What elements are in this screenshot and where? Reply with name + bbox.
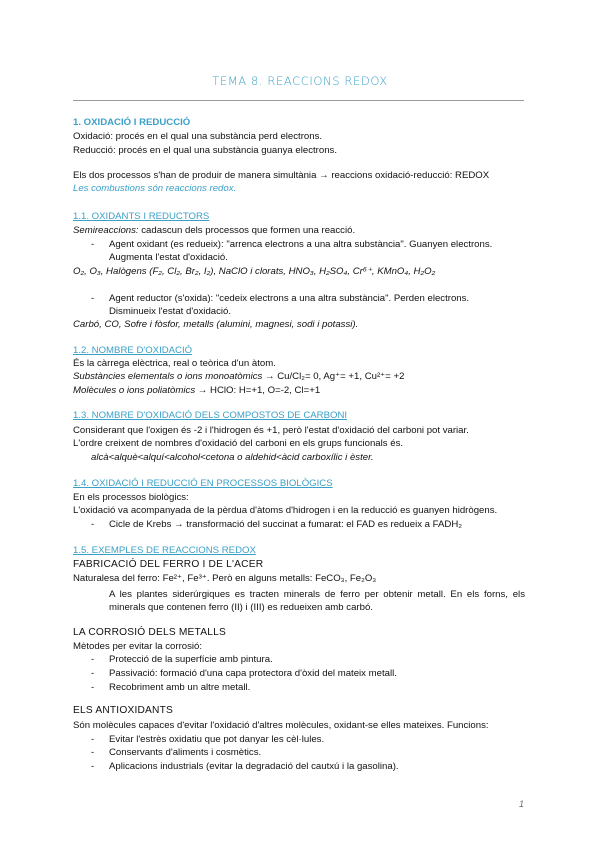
polyatomic-values: → HClO: H=+1, O=-2, Cl=+1 <box>195 385 321 396</box>
carbon-oxidation-line1: Considerant que l'oxigen és -2 i l'hidrogen és +1, però l'estat d'oxidació del carboni pot variar. <box>73 425 469 436</box>
redox-definition: Els dos processos s'han de produir de manera simultània → reaccions oxidació-reducció: REDOX <box>73 170 490 181</box>
corrosion-item: Protecció de la superfície amb pintura. <box>109 654 273 665</box>
bullet-dash: - <box>91 519 95 530</box>
reductors-list: Carbó, CO, Sofre i fòsfor, metalls (alumini, magnesi, sodi i potassi). <box>73 319 359 330</box>
functional-groups-order: alcà<alquè<alquí<alcohol<cetona o aldehid<àcid carboxílic i èster. <box>91 452 374 463</box>
section-1-2-heading: 1.2. NOMBRE D'OXIDACIÓ <box>73 345 193 356</box>
antioxidants-title: ELS ANTIOXIDANTS <box>73 705 174 716</box>
antioxidant-item: Evitar l'estrès oxidatiu que pot danyar les cèl·lules. <box>109 734 325 745</box>
semireactions-text: cadascun dels processos que formen una reacció. <box>138 225 356 236</box>
bullet-dash: - <box>91 239 95 250</box>
oxidant-agent-line1: Agent oxidant (es redueix): "arrenca electrons a una altra substància". Guanyen electrons. <box>109 239 493 250</box>
oxidation-definition: Oxidació: procés en el qual una substància perd electrons. <box>73 131 323 142</box>
section-1-5-heading: 1.5. EXEMPLES DE REACCIONS REDOX <box>73 545 256 556</box>
reducing-agent-line2: Disminueix l'estat d'oxidació. <box>109 306 232 317</box>
antioxidant-item: Aplicacions industrials (evitar la degradació del cautxú i la gasolina). <box>109 761 399 772</box>
corrosion-item: Recobriment amb un altre metall. <box>109 682 251 693</box>
bullet-dash: - <box>91 747 95 758</box>
biological-processes-intro: En els processos biològics: <box>73 492 189 503</box>
polyatomic-label: Molècules o ions poliatòmics <box>73 385 196 396</box>
bullet-dash: - <box>91 293 95 304</box>
reducing-agent-line1: Agent reductor (s'oxida): "cedeix electrons a una altra substància". Perden electrons. <box>109 293 470 304</box>
semireactions-line <box>73 226 355 236</box>
oxidants-list: O₂, O₃, Halògens (F₂, Cl₂, Br₂, I₂), NaClO i clorats, HNO₃, H₂SO₄, Cr⁶⁺, KMnO₄, H₂O₂ <box>73 266 436 277</box>
semireactions-label: Semireaccions: <box>73 225 139 236</box>
title-divider <box>73 100 524 101</box>
antioxidants-intro: Són molècules capaces d'evitar l'oxidació d'altres molècules, oxidant-se elles mateixes. Funcions: <box>73 720 489 731</box>
iron-nature-line: Naturalesa del ferro: Fe²⁺, Fe³⁺. Però en alguns metalls: FeCO₃, Fe₂O₃ <box>73 573 377 584</box>
elemental-substances-values: → Cu/Cl₂= 0, Ag⁺= +1, Cu²⁺= +2 <box>262 371 405 382</box>
corrosion-title: LA CORROSIÓ DELS METALLS <box>73 627 226 638</box>
document-title: TEMA 8. REACCIONS REDOX <box>212 74 388 88</box>
carbon-oxidation-line2: L'ordre creixent de nombres d'oxidació del carboni en els grups funcionals és. <box>73 438 404 449</box>
section-1-heading: 1. OXIDACIÓ I REDUCCIÓ <box>73 117 191 128</box>
elemental-substances-label: Substàncies elementals o ions monoatòmics <box>73 371 263 382</box>
bullet-dash: - <box>91 734 95 745</box>
bullet-dash: - <box>91 682 95 693</box>
reduction-definition: Reducció: procés en el qual una substància guanya electrons. <box>73 145 337 156</box>
corrosion-intro: Mètodes per evitar la corrosió: <box>73 641 203 652</box>
corrosion-item: Passivació: formació d'una capa protectora d'òxid del mateix metall. <box>109 668 397 679</box>
steel-plants-paragraph: A les plantes siderúrgiques es tracten minerals de ferro per obtenir metall. En els forns, els minerals que contenen ferro (II) i (III) es redueixen amb carbó. <box>109 589 525 613</box>
combustion-note: Les combustions són reaccions redox. <box>73 183 237 194</box>
bullet-dash: - <box>91 654 95 665</box>
section-1-3-heading: 1.3. NOMBRE D'OXIDACIÓ DELS COMPOSTOS DE CARBONI <box>73 410 348 421</box>
iron-steel-title: FABRICACIÓ DEL FERRO I DE L'ACER <box>73 559 264 570</box>
oxidation-number-definition: És la càrrega elèctrica, real o teòrica d'un àtom. <box>73 358 276 369</box>
antioxidant-item: Conservants d'aliments i cosmètics. <box>109 747 262 758</box>
biological-oxidation-line: L'oxidació va acompanyada de la pèrdua d'àtoms d'hidrogen i en la reducció es guanyen hidrògens. <box>73 505 498 516</box>
page-number: 1 <box>519 799 525 809</box>
polyatomic-line <box>73 386 320 396</box>
krebs-cycle-line: Cicle de Krebs → transformació del succinat a fumarat: el FAD es redueix a FADH₂ <box>109 519 462 530</box>
section-1-1-heading: 1.1. OXIDANTS I REDUCTORS <box>73 211 210 222</box>
bullet-dash: - <box>91 668 95 679</box>
oxidant-agent-line2: Augmenta l'estat d'oxidació. <box>109 252 228 263</box>
elemental-substances-line <box>73 372 404 382</box>
section-1-4-heading: 1.4. OXIDACIÓ I REDUCCIÓ EN PROCESSOS BIOLÒGICS <box>73 478 333 489</box>
bullet-dash: - <box>91 761 95 772</box>
